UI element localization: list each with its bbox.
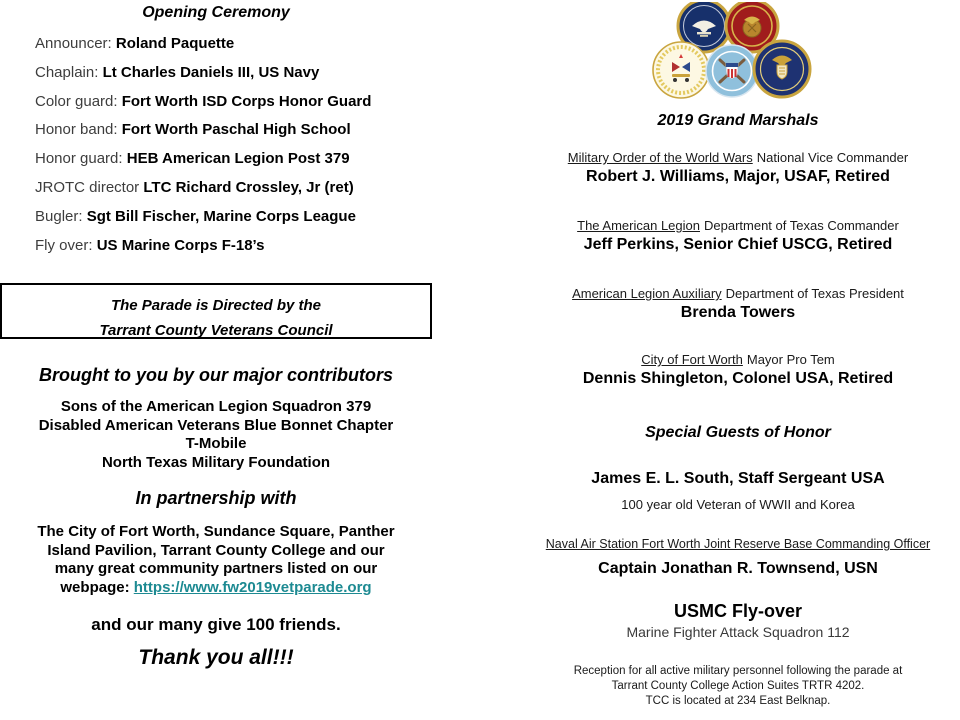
- partnership-line: The City of Fort Worth, Sundance Square, Panther: [37, 523, 395, 540]
- roster-row: [35, 116, 371, 145]
- roster-value: Sgt Bill Fischer, Marine Corps League: [86, 207, 356, 225]
- contributor-name: Disabled American Veterans Blue Bonnet Chapter: [38, 416, 394, 434]
- roster-value: Roland Paquette: [115, 35, 235, 52]
- roster-value: Fort Worth ISD Corps Honor Guard: [121, 92, 372, 110]
- org-role: Department of Texas President: [725, 286, 904, 301]
- reception-line3: TCC is located at 234 East Belknap.: [645, 695, 831, 707]
- air-force-seal: [754, 41, 810, 97]
- roster-row: [35, 174, 371, 203]
- roster-value: Fort Worth Paschal High School: [121, 121, 351, 139]
- grand-marshal-org-line: [526, 286, 950, 301]
- roster-value: HEB American Legion Post 379: [126, 150, 350, 168]
- roster-label: Bugler:: [35, 207, 83, 225]
- partnership-paragraph: [0, 523, 432, 597]
- friends-line: and our many give 100 friends.: [91, 615, 341, 634]
- reception-line2: Tarrant County College Action Suites TRTR 4202.: [611, 680, 865, 692]
- opening-ceremony-title: Opening Ceremony: [142, 4, 290, 21]
- contributors-list: [0, 398, 432, 472]
- partnership-heading: In partnership with: [135, 488, 297, 508]
- roster-label: JROTC director: [35, 178, 140, 196]
- army-seal: [653, 42, 709, 98]
- partnership-line: Island Pavilion, Tarrant County College and our: [47, 541, 385, 559]
- special-guest-org-line: Naval Air Station Fort Worth Joint Reserve Base Commanding Officer: [545, 537, 931, 551]
- roster-row: [35, 232, 371, 261]
- org-role: Mayor Pro Tem: [746, 352, 835, 367]
- org-name: American Legion Auxiliary: [572, 286, 722, 301]
- roster-value: LTC Richard Crossley, Jr (ret): [143, 178, 354, 196]
- grand-marshal-org-line: [526, 352, 950, 367]
- roster-row: [35, 88, 371, 117]
- org-name: City of Fort Worth: [641, 352, 743, 367]
- grand-marshal-name: Brenda Towers: [680, 304, 796, 321]
- reception-line1: Reception for all active military personnel following the parade at: [573, 665, 903, 677]
- roster-value: US Marine Corps F-18’s: [96, 236, 265, 254]
- contributor-name: North Texas Military Foundation: [101, 453, 331, 471]
- contributor-name: Sons of the American Legion Squadron 379: [60, 398, 372, 415]
- org-name: Military Order of the World Wars: [567, 150, 753, 165]
- roster-label: Honor band:: [35, 121, 118, 139]
- grand-marshal-name: Dennis Shingleton, Colonel USA, Retired: [582, 370, 894, 387]
- special-guest-subtitle: 100 year old Veteran of WWII and Korea: [621, 497, 855, 512]
- grand-marshal-org-line: [526, 150, 950, 165]
- military-seals-image: [652, 2, 816, 99]
- roster-value: Lt Charles Daniels III, US Navy: [102, 63, 320, 81]
- flyover-title: USMC Fly-over: [673, 601, 803, 621]
- roster-label: Fly over:: [35, 236, 93, 254]
- parade-website-link[interactable]: https://www.fw2019vetparade.org: [133, 578, 372, 596]
- directed-box-line2: Tarrant County Veterans Council: [99, 322, 333, 339]
- opening-ceremony-roster: [35, 30, 371, 260]
- grand-marshals-title: 2019 Grand Marshals: [657, 112, 819, 129]
- roster-label: Announcer:: [35, 35, 112, 52]
- parade-directed-box: [0, 283, 432, 339]
- roster-row: [35, 145, 371, 174]
- military-seals-graphic: [652, 2, 816, 99]
- contributor-name: T-Mobile: [185, 435, 247, 453]
- contributors-heading: Brought to you by our major contributors: [39, 365, 393, 385]
- grand-marshal-name: Jeff Perkins, Senior Chief USCG, Retired: [583, 236, 893, 253]
- org-role: Department of Texas Commander: [704, 218, 899, 233]
- coast-guard-seal: [706, 45, 758, 97]
- roster-label: Chaplain:: [35, 63, 99, 81]
- special-guests-title: Special Guests of Honor: [645, 424, 831, 441]
- directed-box-line1: The Parade is Directed by the: [110, 297, 322, 314]
- roster-row: [35, 30, 371, 59]
- webpage-label: webpage:: [60, 578, 134, 596]
- roster-row: [35, 59, 371, 88]
- grand-marshal-org-line: [526, 218, 950, 233]
- roster-label: Color guard:: [35, 92, 118, 110]
- flyover-subtitle: Marine Fighter Attack Squadron 112: [626, 624, 850, 640]
- org-role: National Vice Commander: [756, 150, 909, 165]
- thank-you-line: Thank you all!!!: [138, 646, 294, 669]
- special-guest-name: Captain Jonathan R. Townsend, USN: [598, 560, 878, 577]
- partnership-line: many great community partners listed on our: [54, 560, 378, 578]
- roster-row: [35, 203, 371, 232]
- reception-note: [526, 664, 950, 709]
- special-guest-name: James E. L. South, Staff Sergeant USA: [591, 470, 885, 487]
- grand-marshal-name: Robert J. Williams, Major, USAF, Retired: [586, 168, 890, 185]
- roster-label: Honor guard:: [35, 150, 123, 168]
- org-name: The American Legion: [577, 218, 700, 233]
